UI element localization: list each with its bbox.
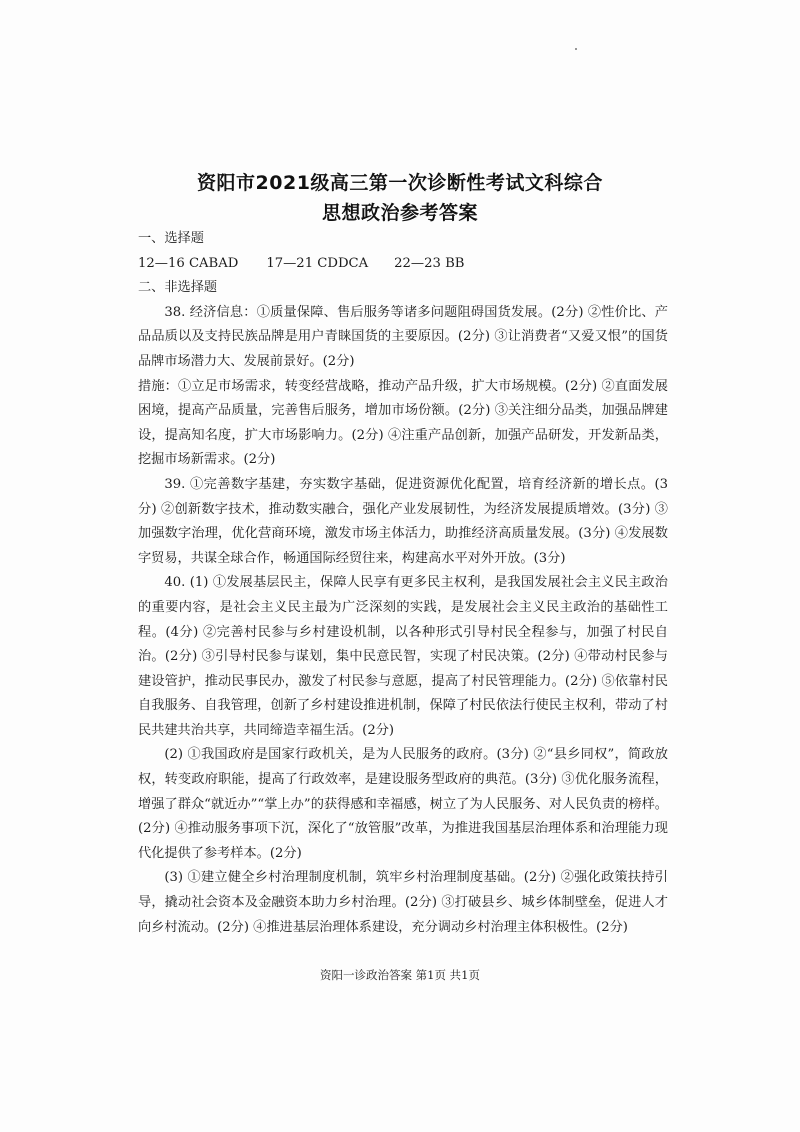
q38-measures: 措施：①立足市场需求，转变经营战略，推动产品升级，扩大市场规模。(2分) ②直面发展困境，提高产品质量，完善售后服务，增加市场份额。(2分) ③关注细分品类，加强品牌建设，提高知名度，扩大市场影响力。(2分) ④注重产品创新，加强产品研发，开发新品类，挖掘市场新需求。(2分) xyxy=(138,378,668,468)
q40-part1-answer: 40. (1) ①发展基层民主，保障人民享有更多民主权利，是我国发展社会主义民主政治的重要内容，是社会主义民主最为广泛深刻的实践，是发展社会主义民主政治的基础性工程。(4分) ②完善村民参与乡村建设机制，以各种形式引导村民全程参与，加强了村民自治。(2分) ③引导村民参与谋划，集中民意民智，实现了村民决策。(2分) ④带动村民参与建设管护，推动民事民办，激发了村民参与意愿，提高了村民管理能力。(2分) ⑤依靠村民自我服务、自我管理，创新了乡村建设推进机制，保障了村民依法行使民主权利，带动了村民共建共治共享，共同缔造幸福生活。(2分) xyxy=(138,575,668,738)
choice-answers xyxy=(138,252,668,277)
q38-economic-info: 38. 经济信息：①质量保障、售后服务等诸多问题阻碍国货发展。(2分) ②性价比、产品品质以及支持民族品牌是用户青睐国货的主要原因。(2分) ③让消费者“又爱又恨”的国货品牌市场潜力大、发展前景好。(2分) xyxy=(138,304,668,369)
answer-content xyxy=(138,227,668,940)
q40-part3-answer: (3) ①建立健全乡村治理制度机制，筑牢乡村治理制度基础。(2分) ②强化政策扶持引导，撬动社会资本及金融资本助力乡村治理。(2分) ③打破县乡、城乡体制壁垒，促进人才向乡村流动。(2分) ④推进基层治理体系建设，充分调动乡村治理主体积极性。(2分) xyxy=(138,870,668,935)
page-title: 资阳市2021级高三第一次诊断性考试文科综合 xyxy=(197,172,603,194)
page-subtitle: 思想政治参考答案 xyxy=(321,202,478,224)
section-heading-choice: 一、选择题 xyxy=(138,231,204,246)
q40-part2-answer: (2) ①我国政府是国家行政机关，是为人民服务的政府。(3分) ②“县乡同权”，简政放权，转变政府职能，提高了行政效率，是建设服务型政府的典范。(3分) ③优化服务流程，增强了群众“就近办”“掌上办”的获得感和幸福感，树立了为人民服务、对人民负责的榜样。(2分) ④推动服务事项下沉，深化了“放管服”改革，为推进我国基层治理体系和治理能力现代化提供了参考样本。(2分) xyxy=(138,747,668,861)
choice-answer-group-3: 22—23 BB xyxy=(394,255,465,271)
page-footer: 资阳一诊政治答案 第1页 共1页 xyxy=(320,968,480,982)
section-heading-nonchoice: 二、非选择题 xyxy=(138,280,218,296)
choice-answer-group-1: 12—16 CABAD xyxy=(138,255,239,271)
q39-answer: 39. ①完善数字基建，夯实数字基础，促进资源优化配置，培育经济新的增长点。(3分) ②创新数字技术，推动数实融合，强化产业发展韧性，为经济发展提质增效。(3分) ③加强数字治理，优化营商环境，激发市场主体活力，助推经济高质量发展。(3分) ④发展数字贸易，共谋全球合作，畅通国际经贸往来，构建高水平对外开放。(3分) xyxy=(138,476,668,566)
scan-speck xyxy=(575,48,577,50)
choice-answer-group-2: 17—21 CDDCA xyxy=(266,255,369,271)
